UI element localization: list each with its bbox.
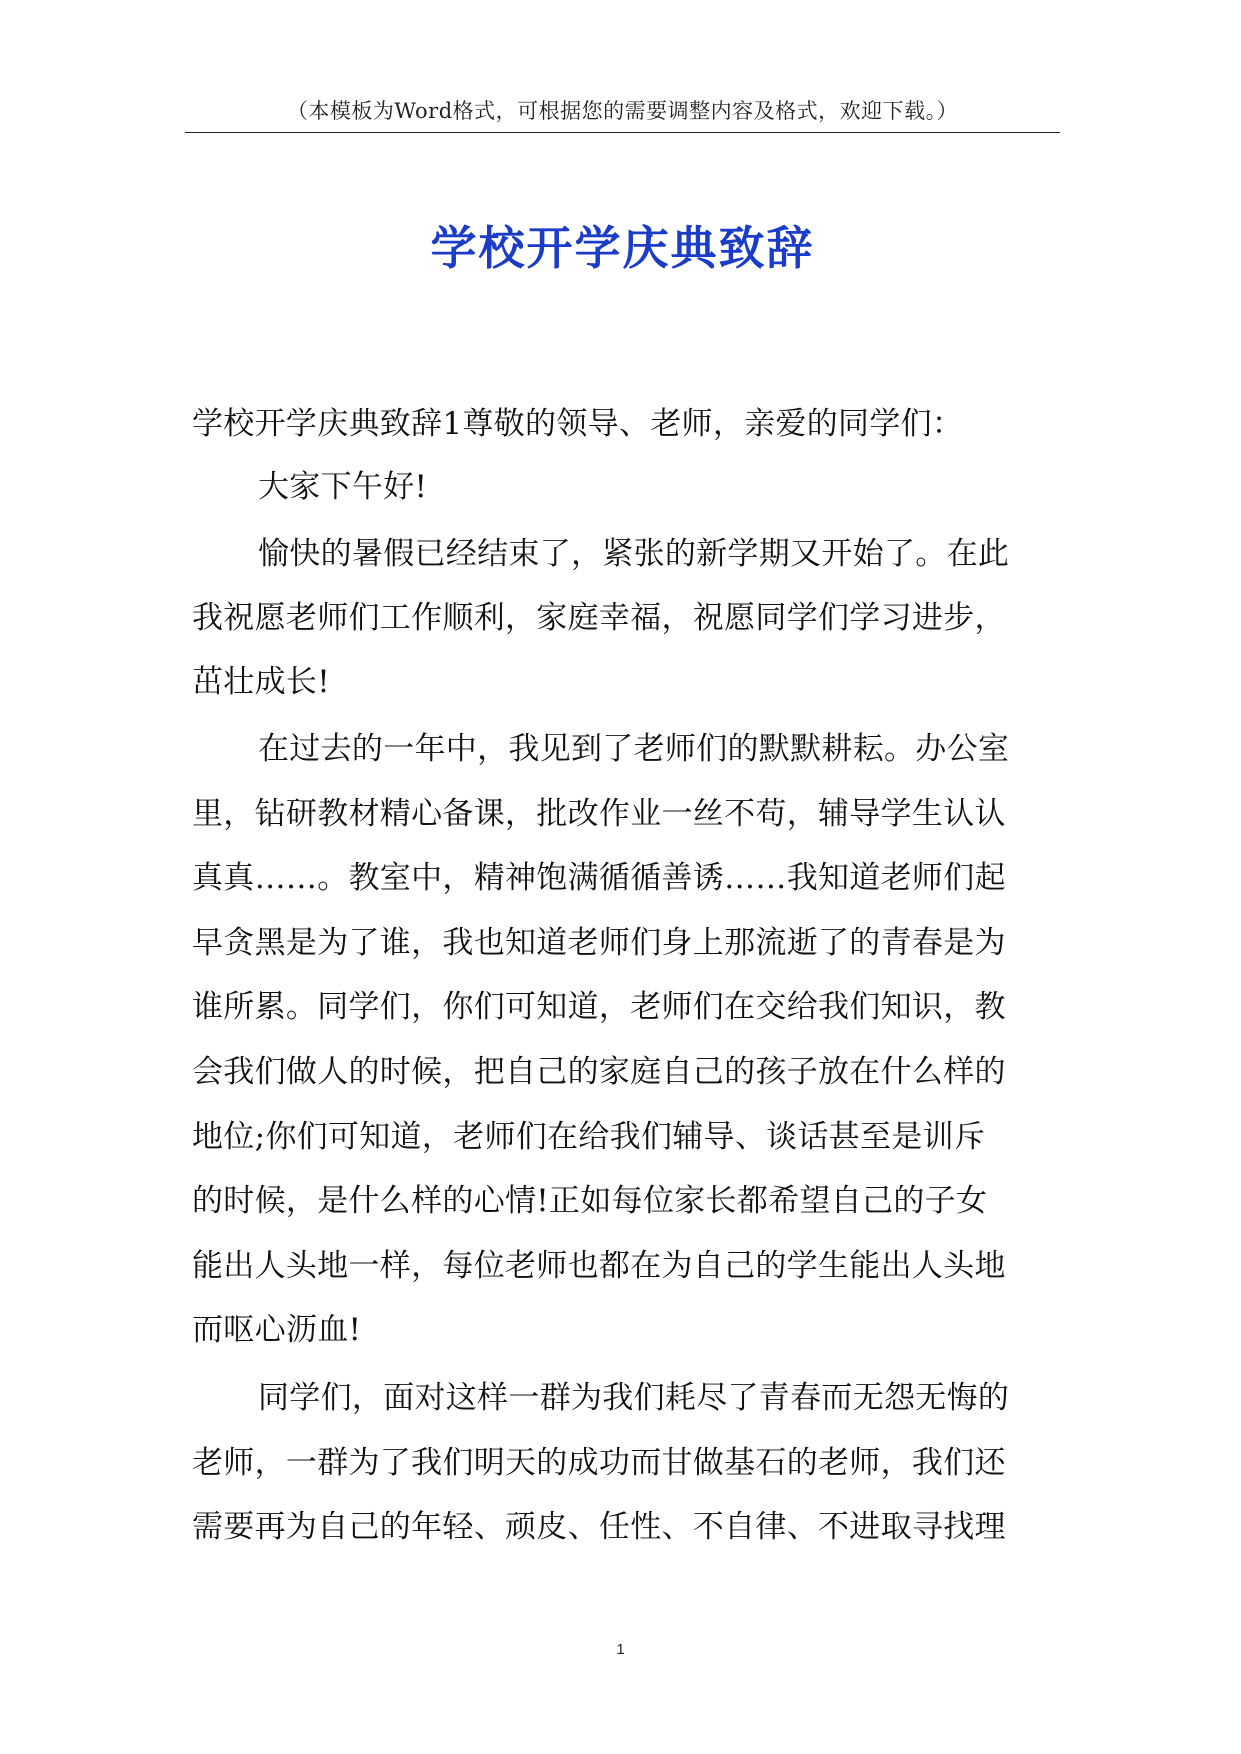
body-line: 学校开学庆典致辞1尊敬的领导、老师，亲爱的同学们： [192,406,964,442]
body-line: 同学们，面对这样一群为我们耗尽了青春而无怨无悔的 [258,1380,1010,1416]
body-line: 真真……。教室中，精神饱满循循善诱……我知道老师们起 [192,860,1006,896]
body-line: 的时候，是什么样的心情!正如每位家长都希望自己的子女 [192,1183,988,1219]
body-line: 老师，一群为了我们明天的成功而甘做基石的老师，我们还 [192,1445,1006,1481]
body-line: 在过去的一年中，我见到了老师们的默默耕耘。办公室 [258,731,1010,767]
body-line: 我祝愿老师们工作顺利，家庭幸福，祝愿同学们学习进步， [192,600,1006,636]
body-line: 早贪黑是为了谁，我也知道老师们身上那流逝了的青春是为 [192,925,1006,961]
page-number: 1 [616,1641,625,1658]
body-line: 会我们做人的时候，把自己的家庭自己的孩子放在什么样的 [192,1054,1006,1090]
body-line: 里，钻研教材精心备课，批改作业一丝不苟，辅导学生认认 [192,796,1006,832]
body-line: 谁所累。同学们，你们可知道，老师们在交给我们知识，教 [192,989,1006,1025]
body-line: 需要再为自己的年轻、顽皮、任性、不自律、不进取寻找理 [192,1509,1006,1545]
body-line: 愉快的暑假已经结束了，紧张的新学期又开始了。在此 [258,536,1010,572]
header-divider [185,132,1060,133]
document-title: 学校开学庆典致辞 [430,221,815,275]
template-note: （本模板为Word格式，可根据您的需要调整内容及格式，欢迎下载。） [286,99,959,123]
body-line: 能出人头地一样，每位老师也都在为自己的学生能出人头地 [192,1248,1006,1284]
body-line: 大家下午好! [258,469,428,505]
body-line: 而呕心沥血! [192,1312,362,1348]
body-line: 地位;你们可知道，老师们在给我们辅导、谈话甚至是训斥 [192,1119,986,1155]
body-line: 茁壮成长! [192,664,330,700]
